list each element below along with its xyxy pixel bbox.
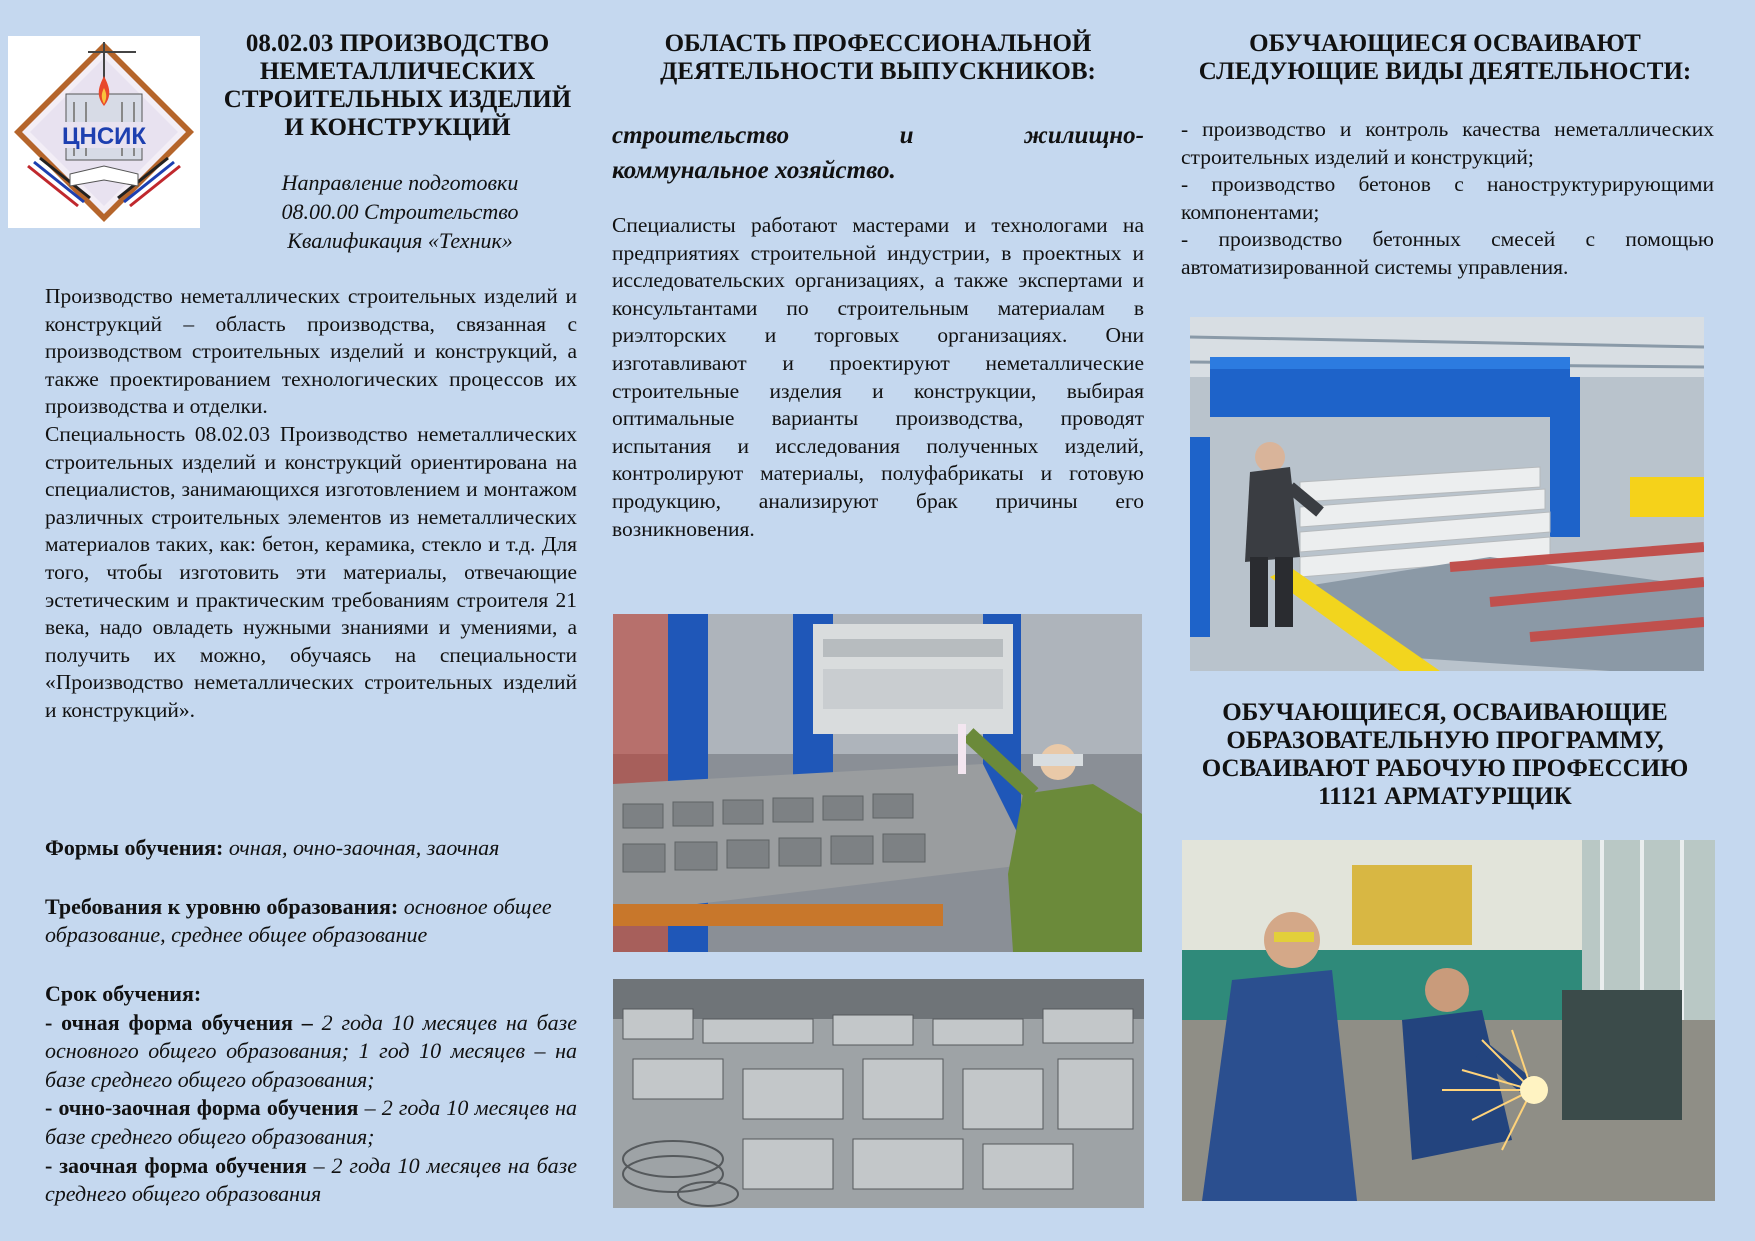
duration-item-label: - очная форма обучения – — [45, 1009, 313, 1035]
activities-title: ОБУЧАЮЩИЕСЯ ОСВАИВАЮТ СЛЕДУЮЩИЕ ВИДЫ ДЕЯТЕЛЬНОСТИ: — [1198, 30, 1692, 85]
duration-item-value: – 2 года 10 месяцев на базе среднего общего образования; — [45, 1095, 577, 1149]
direction-line: 08.00.00 Строительство — [281, 199, 519, 224]
activity-item: - производство и контроль качества неметаллических строительных изделий и конструкций; — [1181, 117, 1714, 169]
paving-block-machine-photo — [613, 614, 1142, 952]
logo-text: ЦНСИК — [61, 123, 147, 150]
duration-item — [45, 1094, 577, 1151]
description-paragraph: Специальность 08.02.03 Производство неметаллических строительных изделий и конструкций ориентирована на специалистов, занимающихся изготовлением и монтажом различных строительных элементов из неметаллических материалов таких, как: бетон, керамика, стекло и т.д. Для того, чтобы изготовить эти материалы, отвечающие эстетическим и практическим требованиям строителя 21 века, надо овладеть нужными знаниями и умениями, а получить их можно, обучаясь на специальности «Производство неметаллических строительных изделий и конструкций». — [45, 421, 577, 722]
duration-item-value: 2 года 10 месяцев на базе основного общего образования; 1 год 10 месяцев – на базе среднего общего образования; — [45, 1009, 577, 1092]
specialty-title: 08.02.03 ПРОИЗВОДСТВО НЕМЕТАЛЛИЧЕСКИХ СТРОИТЕЛЬНЫХ ИЗДЕЛИЙ И КОНСТРУКЦИЙ — [223, 30, 572, 141]
professional-area-title: ОБЛАСТЬ ПРОФЕССИОНАЛЬНОЙ ДЕЯТЕЛЬНОСТИ ВЫПУСКНИКОВ: — [660, 30, 1096, 85]
duration-item-label: - заочная форма обучения — [45, 1152, 307, 1178]
duration-item-label: - очно-заочная форма обучения — [45, 1095, 359, 1121]
duration-label: Срок обучения: — [45, 981, 202, 1006]
activity-item: - производство бетонных смесей с помощью автоматизированной системы управления. — [1181, 227, 1714, 279]
specialists-description: Специалисты работают мастерами и технологами на предприятиях строительной индустрии, в проектных и исследовательских организациях, а также экспертами и консультантами по строительным материалам в риэлторских и торговых организациях. Они изготавливают и проектируют неметаллические строительные изделия и конструкции, выбирая оптимальные варианты производства, проводят испытания и исследования полученных изделий, контролируют материалы, полуфабрикаты и готовую продукцию, анализируют брак причины его возникновения. — [612, 213, 1144, 541]
education-requirements — [45, 893, 577, 949]
welding-workshop-photo — [1182, 840, 1715, 1201]
specialty-description — [45, 283, 577, 725]
activity-item: - производство бетонов с наноструктурирующими компонентами; — [1181, 172, 1714, 224]
requirements-label: Требования к уровню образования: — [45, 894, 399, 919]
requirements-value: основное общее образование, среднее общее образование — [45, 894, 552, 947]
duration-item — [45, 1009, 577, 1095]
concrete-products-yard-photo — [613, 979, 1144, 1208]
qualification-line: Квалификация «Техник» — [287, 228, 513, 253]
professional-field — [612, 118, 1144, 188]
professional-field-line: коммунальное хозяйство. — [612, 157, 896, 184]
study-forms-value: очная, очно-заочная, заочная — [228, 835, 500, 860]
duration-item-value: – 2 года 10 месяцев на базе среднего общего образования — [45, 1152, 577, 1207]
description-paragraph: Производство неметаллических строительных изделий и конструкций – область производства, связанная с производством строительных изделий и конструкций, а также проектированием технологических процессов их производства и отделки. — [45, 284, 577, 419]
study-forms-label: Формы обучения: — [45, 835, 224, 860]
direction-line: Направление подготовки — [281, 170, 519, 195]
duration-item — [45, 1152, 577, 1209]
activities-list — [1181, 116, 1714, 282]
direction-block — [230, 168, 570, 255]
professional-field-line: строительство и жилищно- — [612, 122, 1144, 149]
college-logo — [8, 36, 200, 228]
study-forms — [45, 835, 577, 861]
worker-profession-title: ОБУЧАЮЩИЕСЯ, ОСВАИВАЮЩИЕ ОБРАЗОВАТЕЛЬНУЮ ПРОГРАММУ, ОСВАИВАЮТ РАБОЧУЮ ПРОФЕССИЮ 11121 АРМАТУРЩИК — [1201, 699, 1689, 810]
production-line-photo — [1190, 317, 1704, 671]
study-duration — [45, 980, 577, 1209]
